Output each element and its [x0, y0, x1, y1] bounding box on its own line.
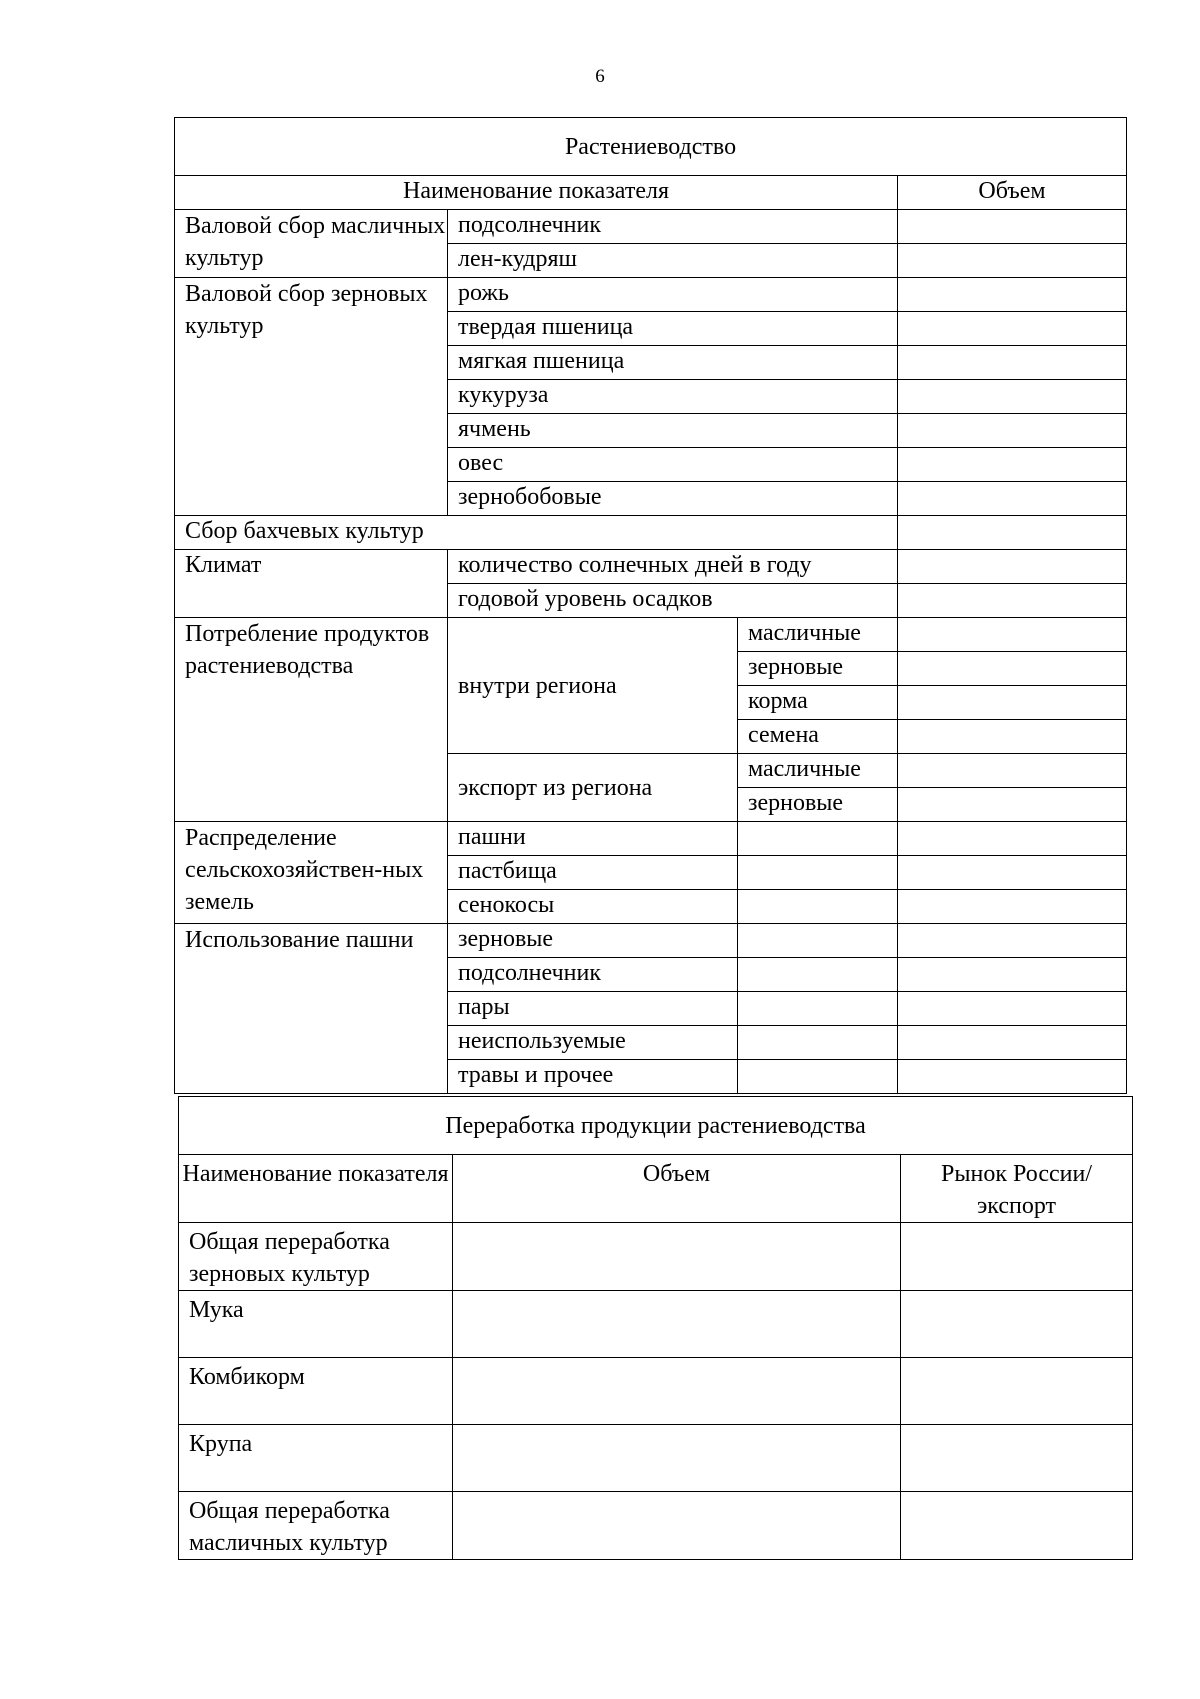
item-label: подсолнечник [448, 210, 898, 244]
row-group-consumption: Потребление продуктов растениеводства [175, 618, 448, 822]
item-label: количество солнечных дней в году [448, 550, 898, 584]
item-label: рожь [448, 278, 898, 312]
volume-cell[interactable] [898, 992, 1127, 1026]
item-label: травы и прочее [448, 1060, 738, 1094]
crop-production-table [174, 117, 1127, 1094]
item-label: кукуруза [448, 380, 898, 414]
empty-cell[interactable] [738, 822, 898, 856]
page-number: 6 [595, 66, 605, 87]
empty-cell[interactable] [738, 992, 898, 1026]
empty-cell[interactable] [738, 856, 898, 890]
section-title-crop-processing: Переработка продукции растениеводства [179, 1097, 1133, 1155]
volume-cell[interactable] [898, 482, 1127, 516]
volume-cell[interactable] [898, 244, 1127, 278]
volume-cell[interactable] [898, 584, 1127, 618]
volume-cell[interactable] [898, 822, 1127, 856]
volume-cell[interactable] [898, 1026, 1127, 1060]
row-group-oil-crops: Валовой сбор масличных культур [175, 210, 448, 278]
volume-cell[interactable] [898, 890, 1127, 924]
item-label: масличные [738, 754, 898, 788]
volume-cell[interactable] [898, 856, 1127, 890]
volume-cell[interactable] [898, 652, 1127, 686]
item-label: подсолнечник [448, 958, 738, 992]
empty-cell[interactable] [738, 958, 898, 992]
section-title-crop-production: Растениеводство [175, 118, 1127, 176]
item-label: зерновые [738, 652, 898, 686]
volume-cell[interactable] [453, 1492, 901, 1560]
processing-row-label: Общая переработка масличных культур [179, 1492, 453, 1560]
volume-cell[interactable] [453, 1291, 901, 1358]
volume-cell[interactable] [898, 278, 1127, 312]
volume-cell[interactable] [898, 210, 1127, 244]
row-group-arable-use: Использование пашни [175, 924, 448, 1094]
subgroup-export-region: экспорт из региона [448, 754, 738, 822]
volume-cell[interactable] [898, 686, 1127, 720]
row-group-land-distribution: Распределение сельскохозяйствен-ных земель [175, 822, 448, 924]
crop-processing-table [178, 1096, 1133, 1560]
column-header-volume: Объем [453, 1155, 901, 1223]
volume-cell[interactable] [898, 414, 1127, 448]
volume-cell[interactable] [898, 1060, 1127, 1094]
item-label: неиспользуемые [448, 1026, 738, 1060]
processing-row-label: Общая переработка зерновых культур [179, 1223, 453, 1291]
empty-cell[interactable] [738, 1026, 898, 1060]
volume-cell[interactable] [898, 788, 1127, 822]
volume-cell[interactable] [453, 1358, 901, 1425]
volume-cell[interactable] [898, 754, 1127, 788]
processing-row-label: Комбикорм [179, 1358, 453, 1425]
item-label: пашни [448, 822, 738, 856]
processing-row-label: Мука [179, 1291, 453, 1358]
row-group-grain-crops: Валовой сбор зерновых культур [175, 278, 448, 516]
item-label: зерновые [738, 788, 898, 822]
item-label: зернобобовые [448, 482, 898, 516]
market-cell[interactable] [901, 1291, 1133, 1358]
item-label: семена [738, 720, 898, 754]
processing-row-label: Крупа [179, 1425, 453, 1492]
row-melon-crops: Сбор бахчевых культур [175, 516, 898, 550]
empty-cell[interactable] [738, 924, 898, 958]
volume-cell[interactable] [898, 312, 1127, 346]
market-cell[interactable] [901, 1223, 1133, 1291]
column-header-indicator-name: Наименование показателя [175, 176, 898, 210]
volume-cell[interactable] [898, 448, 1127, 482]
item-label: овес [448, 448, 898, 482]
volume-cell[interactable] [898, 516, 1127, 550]
column-header-indicator-name: Наименование показателя [179, 1155, 453, 1223]
volume-cell[interactable] [453, 1425, 901, 1492]
item-label: лен-кудряш [448, 244, 898, 278]
subgroup-inside-region: внутри региона [448, 618, 738, 754]
market-cell[interactable] [901, 1492, 1133, 1560]
item-label: пастбища [448, 856, 738, 890]
item-label: пары [448, 992, 738, 1026]
volume-cell[interactable] [898, 346, 1127, 380]
volume-cell[interactable] [898, 958, 1127, 992]
market-cell[interactable] [901, 1425, 1133, 1492]
row-group-climate: Климат [175, 550, 448, 618]
empty-cell[interactable] [738, 890, 898, 924]
item-label: сенокосы [448, 890, 738, 924]
volume-cell[interactable] [898, 380, 1127, 414]
item-label: ячмень [448, 414, 898, 448]
item-label: зерновые [448, 924, 738, 958]
volume-cell[interactable] [898, 720, 1127, 754]
item-label: годовой уровень осадков [448, 584, 898, 618]
volume-cell[interactable] [453, 1223, 901, 1291]
item-label: масличные [738, 618, 898, 652]
volume-cell[interactable] [898, 618, 1127, 652]
volume-cell[interactable] [898, 550, 1127, 584]
volume-cell[interactable] [898, 924, 1127, 958]
item-label: твердая пшеница [448, 312, 898, 346]
item-label: корма [738, 686, 898, 720]
market-cell[interactable] [901, 1358, 1133, 1425]
column-header-market: Рынок России/ экспорт [901, 1155, 1133, 1223]
column-header-volume: Объем [898, 176, 1127, 210]
item-label: мягкая пшеница [448, 346, 898, 380]
empty-cell[interactable] [738, 1060, 898, 1094]
